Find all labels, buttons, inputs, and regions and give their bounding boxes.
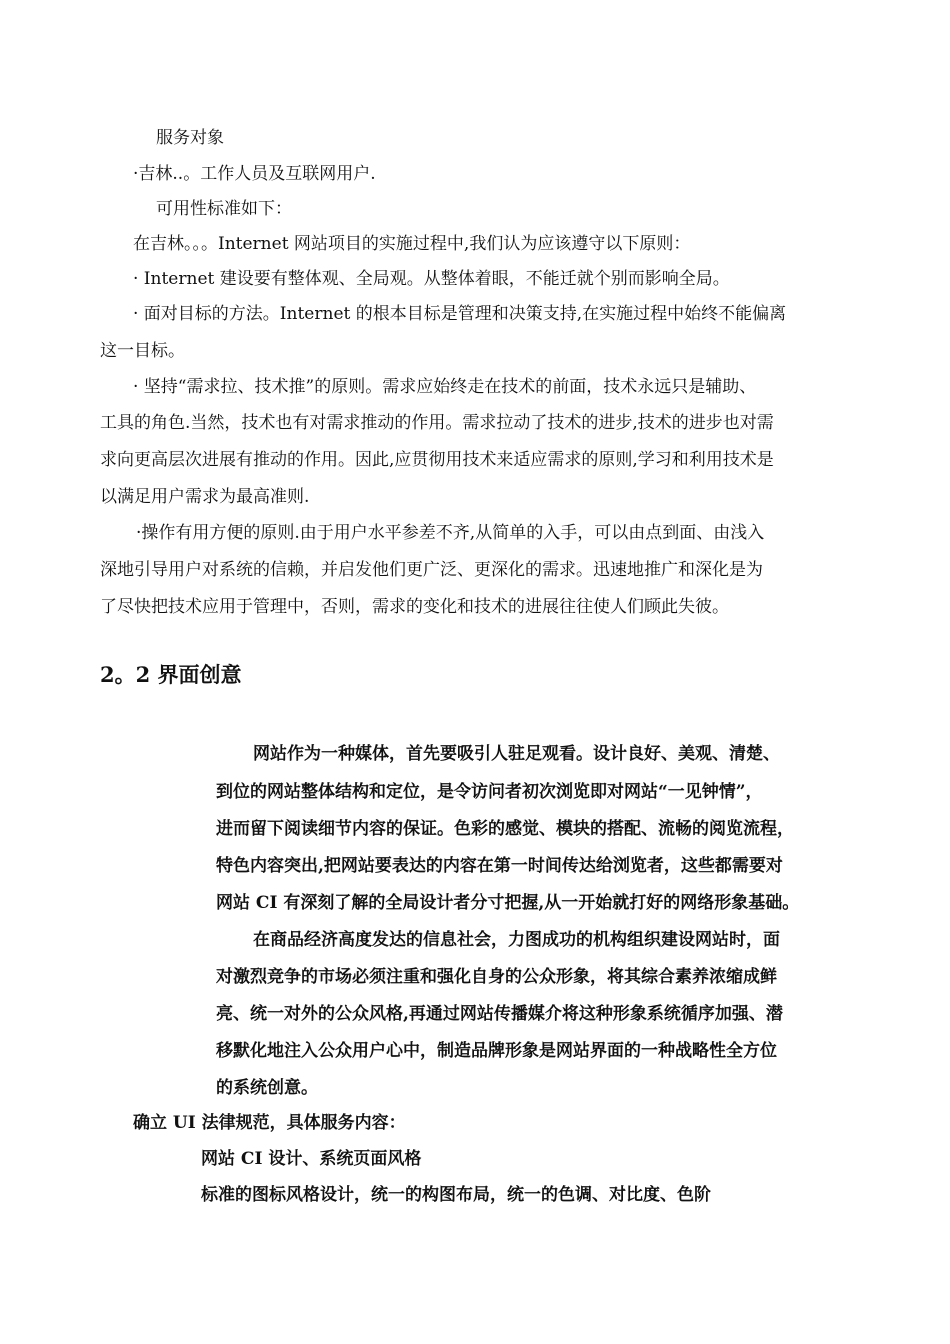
para1-line: 特色内容突出,把网站要表达的内容在第一时间传达给浏览者，这些都需要对 — [216, 856, 783, 876]
service-item: 网站 CI 设计、系统页面风格 — [201, 1149, 422, 1169]
service-line: ·吉林..。工作人员及互联网用户. — [133, 164, 376, 184]
principle-3-line: 以满足用户需求为最高准则. — [100, 487, 310, 507]
principle-3-line: 工具的角色.当然，技术也有对需求推动的作用。需求拉动了技术的进步,技术的进步也对需 — [100, 413, 774, 433]
service-item: 标准的图标风格设计，统一的构图布局，统一的色调、对比度、色阶 — [201, 1185, 711, 1205]
principle-4-line: 了尽快把技术应用于管理中，否则，需求的变化和技术的进展往往使人们顾此失彼。 — [100, 597, 729, 617]
para1-line: 到位的网站整体结构和定位，是令访问者初次浏览即对网站“一见钟情”， — [216, 782, 763, 802]
principle-2-line: · 面对目标的方法。Internet 的根本目标是管理和决策支持,在实施过程中始终不能偏离 — [133, 304, 787, 324]
ui-rules-heading: 确立 UI 法律规范，具体服务内容： — [133, 1113, 406, 1133]
para1-line: 进而留下阅读细节内容的保证。色彩的感觉、模块的搭配、流畅的阅览流程， — [216, 819, 794, 839]
usability-heading: 可用性标准如下： — [156, 199, 292, 219]
para1-line: 网站 CI 有深刻了解的全局设计者分寸把握,从一开始就打好的网络形象基础。 — [216, 893, 800, 913]
para2-line: 移默化地注入公众用户心中，制造品牌形象是网站界面的一种战略性全方位 — [216, 1041, 777, 1061]
para2-line: 对激烈竞争的市场必须注重和强化自身的公众形象，将其综合素养浓缩成鲜 — [216, 967, 777, 987]
principle-4-line: ·操作有用方便的原则.由于用户水平参差不齐,从简单的入手，可以由点到面、由浅入 — [136, 523, 765, 543]
service-heading: 服务对象 — [156, 128, 224, 148]
para1-line: 网站作为一种媒体，首先要吸引人驻足观看。设计良好、美观、清楚、 — [253, 744, 780, 764]
principle-1: · Internet 建设要有整体观、全局观。从整体着眼，不能迁就个别而影响全局。 — [133, 269, 730, 289]
para2-line: 的系统创意。 — [216, 1078, 318, 1098]
principle-3-line: · 坚持“需求拉、技术推”的原则。需求应始终走在技术的前面，技术永远只是辅助、 — [133, 377, 757, 397]
principle-3-line: 求向更高层次进展有推动的作用。因此,应贯彻用技术来适应需求的原则,学习和利用技术是 — [100, 450, 774, 470]
principle-4-line: 深地引导用户对系统的信赖，并启发他们更广泛、更深化的需求。迅速地推广和深化是为 — [100, 560, 763, 580]
principle-2-line: 这一目标。 — [100, 341, 185, 361]
principles-intro: 在吉林。。。Internet 网站项目的实施过程中,我们认为应该遵守以下原则： — [133, 234, 691, 254]
para2-line: 亮、统一对外的公众风格,再通过网站传播媒介将这种形象系统循序加强、潜 — [216, 1004, 783, 1024]
para2-line: 在商品经济高度发达的信息社会，力图成功的机构组织建设网站时，面 — [253, 930, 780, 950]
section-title: 2。2 界面创意 — [100, 662, 242, 687]
